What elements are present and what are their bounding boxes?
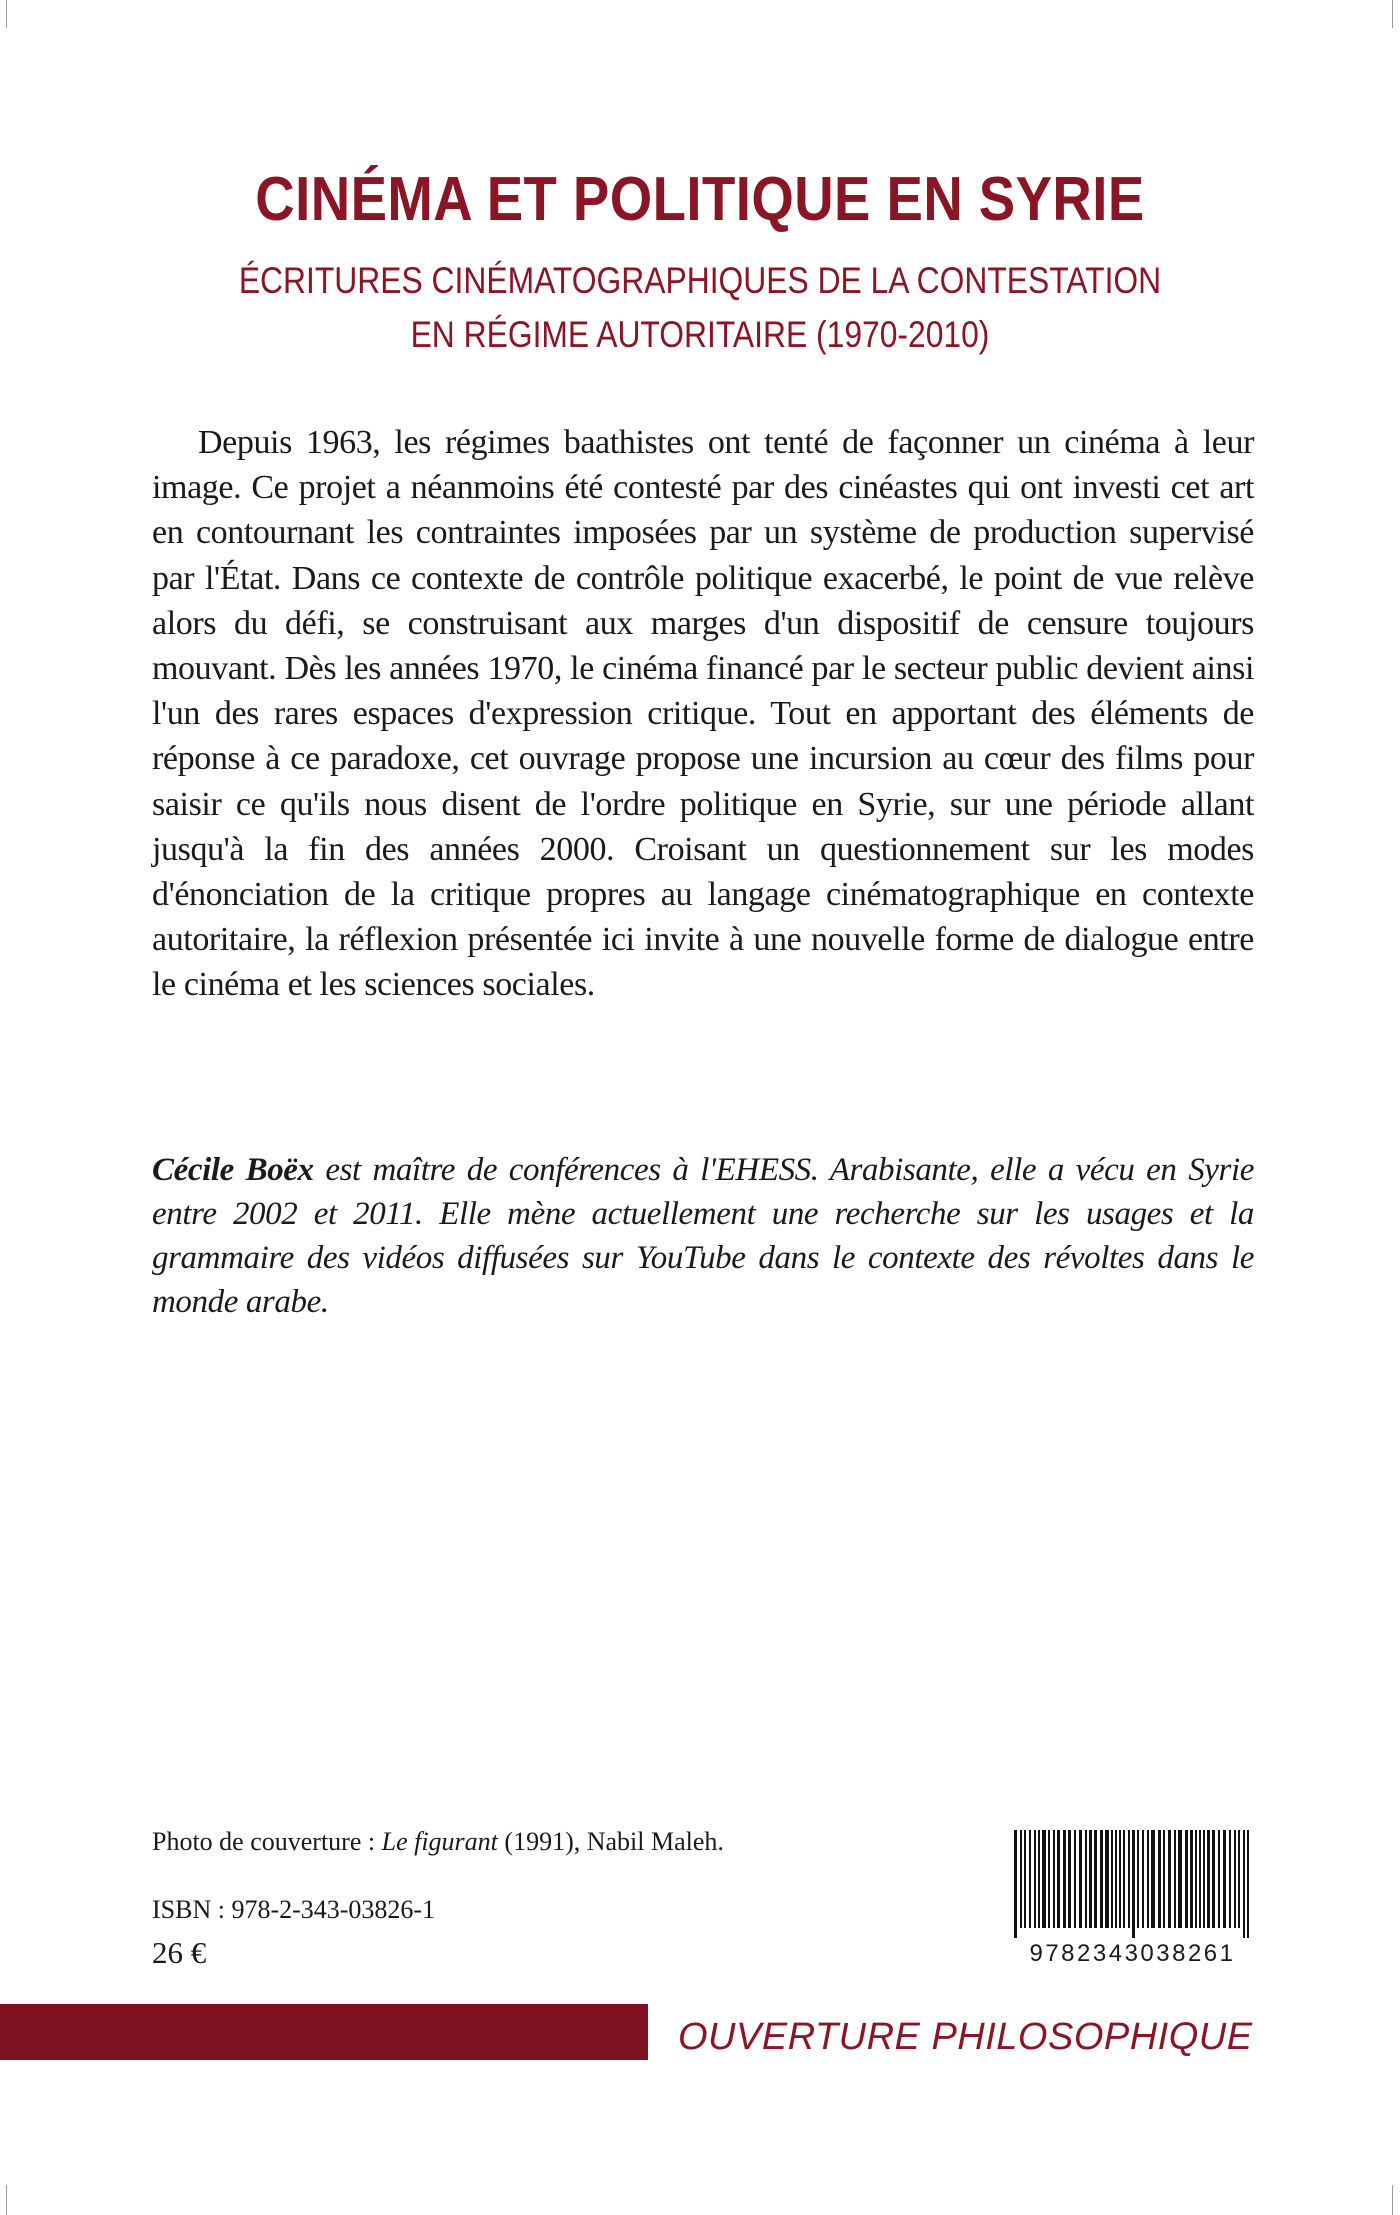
barcode-bar [1174,1830,1176,1928]
barcode-bar [1185,1830,1188,1928]
barcode-bar [1168,1830,1171,1928]
barcode-bar [1218,1830,1220,1928]
book-title: CINÉMA ET POLITIQUE EN SYRIE [255,165,1145,234]
barcode-bar [1212,1830,1215,1928]
barcode-bar [1203,1830,1205,1928]
book-subtitle-line2: EN RÉGIME AUTORITAIRE (1970-2010) [410,314,990,355]
barcode-bar [1085,1830,1087,1928]
barcode-bar [1132,1830,1135,1938]
barcode-bar [1014,1830,1017,1938]
barcode-digits: 9782343038261 [1029,1940,1236,1967]
price: 26 € [152,1935,207,1970]
barcode-bar [1178,1830,1182,1928]
barcode-bar [1029,1830,1031,1928]
barcode-bar [1048,1830,1050,1928]
barcode-bar [1147,1830,1149,1928]
barcode-bar [1034,1830,1036,1928]
author-bio [152,1148,1254,1324]
barcode-bar [1234,1830,1236,1928]
synopsis-paragraph: Depuis 1963, les régimes baathistes ont tenté de façonner un cinéma à leur image. Ce projet a néanmoins été contesté par des cinéastes qui ont investi cet art en contournant les contraintes imposées par un système de production supervisé par l'État. Dans ce contexte de contrôle politique exacerbé, le point de vue relève alors du défi, se construisant aux marges d'un dispositif de censure toujours mouvant. Dès les années 1970, le cinéma financé par le secteur public devient ainsi l'un des rares espaces d'expression critique. Tout en apportant des éléments de réponse à ce paradoxe, cet ouvrage propose une incursion au cœur des films pour saisir ce qu'ils nous disent de l'ordre politique en Syrie, sur une période allant jusqu'à la fin des années 2000. Croisant un questionnement sur les modes d'énonciation de la critique propres au langage cinématographique en contexte autoritaire, la réflexion présentée ici invite à une nouvelle forme de dialogue entre le cinéma et les sciences sociales. [152,424,1254,1004]
photo-credit-label: Photo de couverture : [152,1827,382,1856]
barcode-bar [1042,1830,1046,1928]
photo-credit-rest: (1991), Nabil Maleh. [497,1827,724,1856]
barcode-bar [1207,1830,1210,1928]
crop-mark-bottom-left [6,2185,7,2215]
barcode-bar [1128,1830,1130,1928]
isbn: ISBN : 978-2-343-03826-1 [152,1895,436,1924]
barcode-bar [1063,1830,1066,1928]
barcode-bar [1057,1830,1060,1928]
barcode-bar [1038,1830,1040,1928]
title-block [0,160,1400,362]
author-bio-text: est maître de conférences à l'EHESS. Arabisante, elle a vécu en Syrie entre 2002 et 2011. Elle mène actuellement une recherche sur les usages et la grammaire des vidéos diffusées sur YouTube dans le contexte des révoltes dans le monde arabe. [152,1152,1254,1320]
barcode-bar [1111,1830,1113,1928]
barcode-bar [1089,1830,1092,1928]
collection-name: OUVERTURE PHILOSOPHIQUE [678,2016,1253,2058]
barcode-bar [1238,1830,1240,1928]
barcode-bar [1163,1830,1165,1928]
barcode-bar [1151,1830,1155,1928]
collection-band [0,2004,648,2060]
barcode-bar [1020,1830,1022,1928]
barcode-bar [1068,1830,1071,1928]
barcode-bar [1074,1830,1076,1928]
barcode-bar [1190,1830,1193,1928]
barcode-bar [1229,1830,1231,1928]
photo-credit-film: Le figurant [381,1827,498,1856]
crop-mark-top-left [6,0,7,28]
barcode-bar [1105,1830,1109,1928]
barcode-bar [1024,1830,1026,1928]
barcode-bar [1142,1830,1144,1928]
barcode-bar [1123,1830,1125,1928]
barcode-bar [1247,1830,1249,1938]
crop-mark-top-right [1392,0,1393,28]
barcode-bar [1094,1830,1097,1928]
barcode-bar [1199,1830,1201,1928]
barcode-bar [1053,1830,1055,1928]
barcode-bars [1010,1830,1255,1938]
barcode-bar [1223,1830,1226,1928]
barcode-bar [1158,1830,1161,1928]
barcode-bar [1195,1830,1197,1928]
author-name: Cécile Boëx [152,1152,314,1188]
barcode-bar [1100,1830,1103,1928]
book-subtitle-line1: ÉCRITURES CINÉMATOGRAPHIQUES DE LA CONTESTATION [238,260,1162,301]
barcode-bar [1137,1830,1139,1928]
crop-mark-bottom-right [1392,2185,1393,2215]
barcode-bar [1079,1830,1082,1928]
barcode-bar [1243,1830,1245,1938]
photo-credit [152,1827,724,1857]
barcode-bar [1115,1830,1117,1928]
barcode-bar [1119,1830,1121,1928]
barcode [1010,1830,1255,1967]
